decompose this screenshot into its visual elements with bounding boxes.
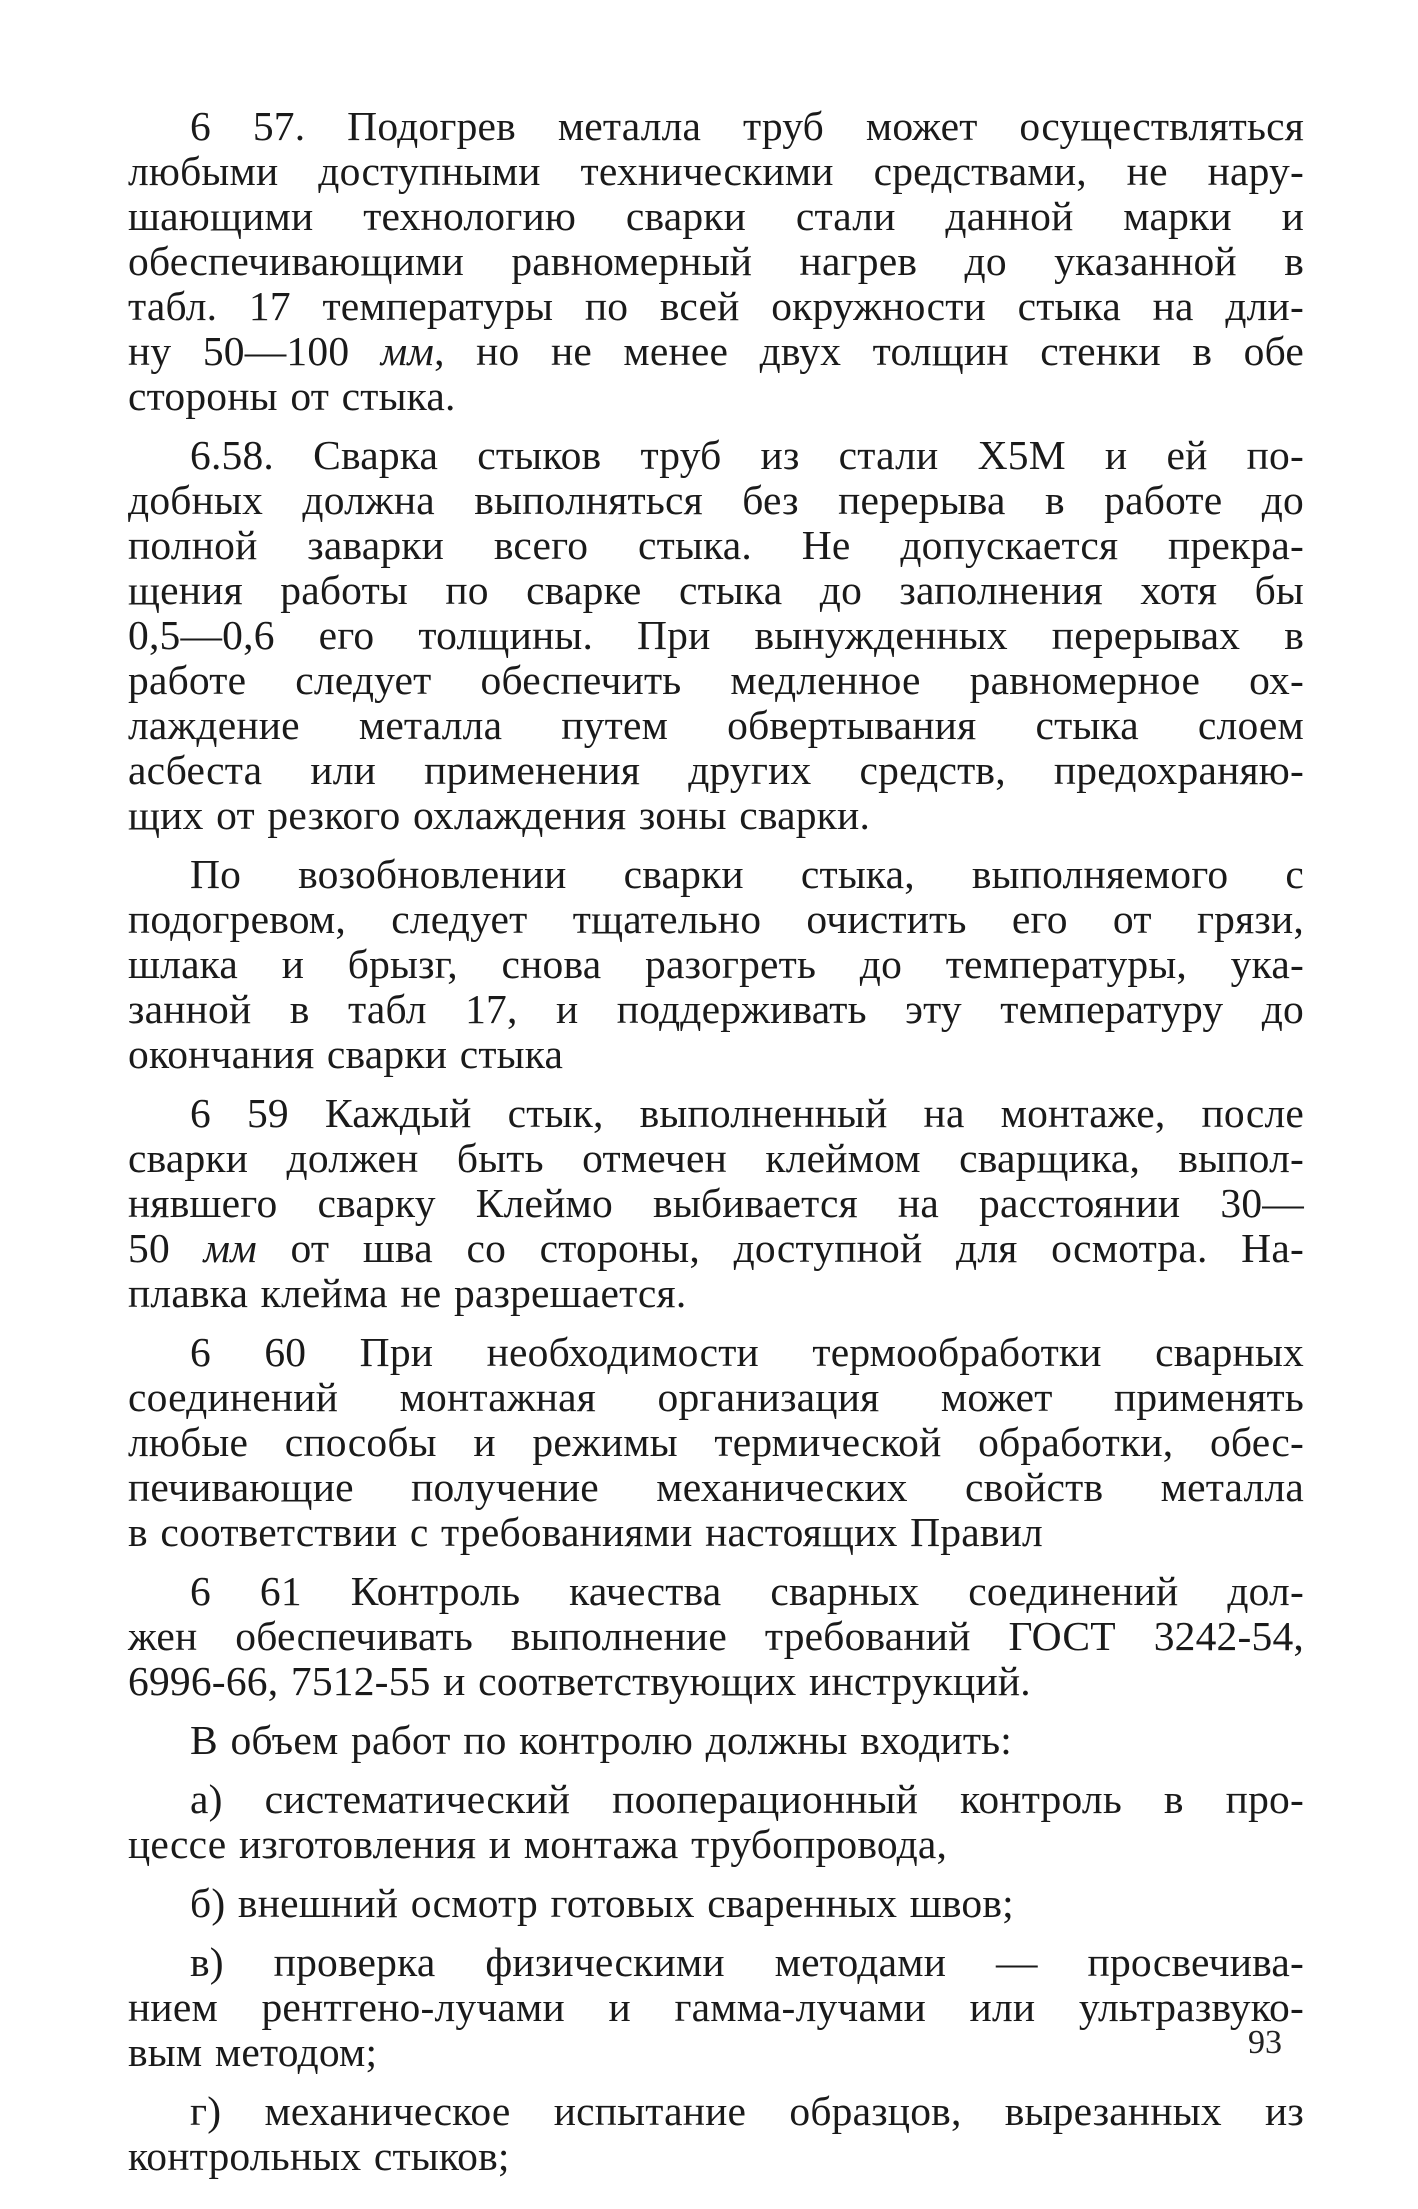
list-item-b	[128, 1881, 1304, 1926]
text-line: вым методом;	[128, 2029, 378, 2075]
text-line: 50 мм от шва со стороны, доступной для осмотра. На-	[128, 1225, 1304, 1271]
text-line: нием рентгено-лучами и гамма-лучами или ультразвуко-	[128, 1984, 1304, 2030]
text-line: 0,5—0,6 его толщины. При вынужденных перерывах в	[128, 612, 1304, 658]
text-line: нявшего сварку Клеймо выбивается на расстоянии 30—	[128, 1180, 1304, 1226]
text-line: занной в табл 17, и поддерживать эту температуру до	[128, 986, 1304, 1032]
paragraph-6-59	[128, 1091, 1304, 1316]
list-item-a	[128, 1777, 1304, 1867]
page-number: 93	[1248, 2024, 1282, 2061]
text-line: обеспечивающими равномерный нагрев до указанной в	[128, 238, 1304, 284]
text-line: В объем работ по контролю должны входить:	[190, 1717, 1013, 1763]
text-line: любые способы и режимы термической обработки, обес-	[128, 1419, 1304, 1465]
text-line: шающими технологию сварки стали данной марки и	[128, 193, 1304, 239]
text-line: 6996-66, 7512-55 и соответствующих инструкций.	[128, 1658, 1031, 1704]
text-line: подогревом, следует тщательно очистить его от грязи,	[128, 896, 1304, 942]
text-line: печивающие получение механических свойств металла	[128, 1464, 1304, 1510]
text-line: 6 57. Подогрев металла труб может осуществляться	[190, 103, 1304, 149]
list-item-v	[128, 1940, 1304, 2075]
text-line: шлака и брызг, снова разогреть до температуры, ука-	[128, 941, 1304, 987]
text-line: а) систематический пооперационный контроль в про-	[190, 1776, 1304, 1822]
unit-mm: мм	[203, 1225, 257, 1271]
text-line: б) внешний осмотр готовых сваренных швов;	[190, 1880, 1014, 1926]
document-page	[128, 103, 1304, 2179]
unit-mm: мм	[380, 328, 435, 374]
paragraph-6-60	[128, 1330, 1304, 1555]
text-line: 6.58. Сварка стыков труб из стали Х5М и ей по-	[190, 432, 1304, 478]
paragraph-resumption	[128, 852, 1304, 1077]
text-line: жен обеспечивать выполнение требований ГОСТ 3242-54,	[128, 1613, 1304, 1659]
text-line: стороны от стыка.	[128, 373, 456, 419]
text-line: асбеста или применения других средств, предохраняю-	[128, 747, 1304, 793]
paragraph-scope-intro	[128, 1718, 1304, 1763]
text-line: г) механическое испытание образцов, вырезанных из	[190, 2088, 1304, 2134]
text-line: 6 61 Контроль качества сварных соединений дол-	[190, 1568, 1304, 1614]
text-line: соединений монтажная организация может применять	[128, 1374, 1304, 1420]
text-line: любыми доступными техническими средствами, не нару-	[128, 148, 1304, 194]
text-line: окончания сварки стыка	[128, 1031, 564, 1077]
paragraph-6-61	[128, 1569, 1304, 1704]
text-line: 6 59 Каждый стык, выполненный на монтаже, после	[190, 1090, 1304, 1136]
text-line: ну 50—100 мм, но не менее двух толщин стенки в обе	[128, 328, 1304, 374]
text-line: сварки должен быть отмечен клеймом сварщика, выпол-	[128, 1135, 1304, 1181]
list-item-g	[128, 2089, 1304, 2179]
paragraph-6-58	[128, 433, 1304, 838]
text-line: щих от резкого охлаждения зоны сварки.	[128, 792, 871, 838]
text-line: добных должна выполняться без перерыва в работе до	[128, 477, 1304, 523]
text-line: лаждение металла путем обвертывания стыка слоем	[128, 702, 1304, 748]
text-line: щения работы по сварке стыка до заполнения хотя бы	[128, 567, 1304, 613]
text-line: 6 60 При необходимости термообработки сварных	[190, 1329, 1304, 1375]
paragraph-6-57	[128, 104, 1304, 419]
text-line: цессе изготовления и монтажа трубопровода,	[128, 1821, 948, 1867]
text-line: плавка клейма не разрешается.	[128, 1270, 687, 1316]
text-line: в) проверка физическими методами — просвечива-	[190, 1939, 1304, 1985]
text-line: контрольных стыков;	[128, 2133, 510, 2179]
text-line: По возобновлении сварки стыка, выполняемого с	[190, 851, 1304, 897]
text-line: табл. 17 температуры по всей окружности стыка на дли-	[128, 283, 1304, 329]
text-line: работе следует обеспечить медленное равномерное ох-	[128, 657, 1304, 703]
text-line: в соответствии с требованиями настоящих Правил	[128, 1509, 1043, 1555]
text-line: полной заварки всего стыка. Не допускается прекра-	[128, 522, 1304, 568]
